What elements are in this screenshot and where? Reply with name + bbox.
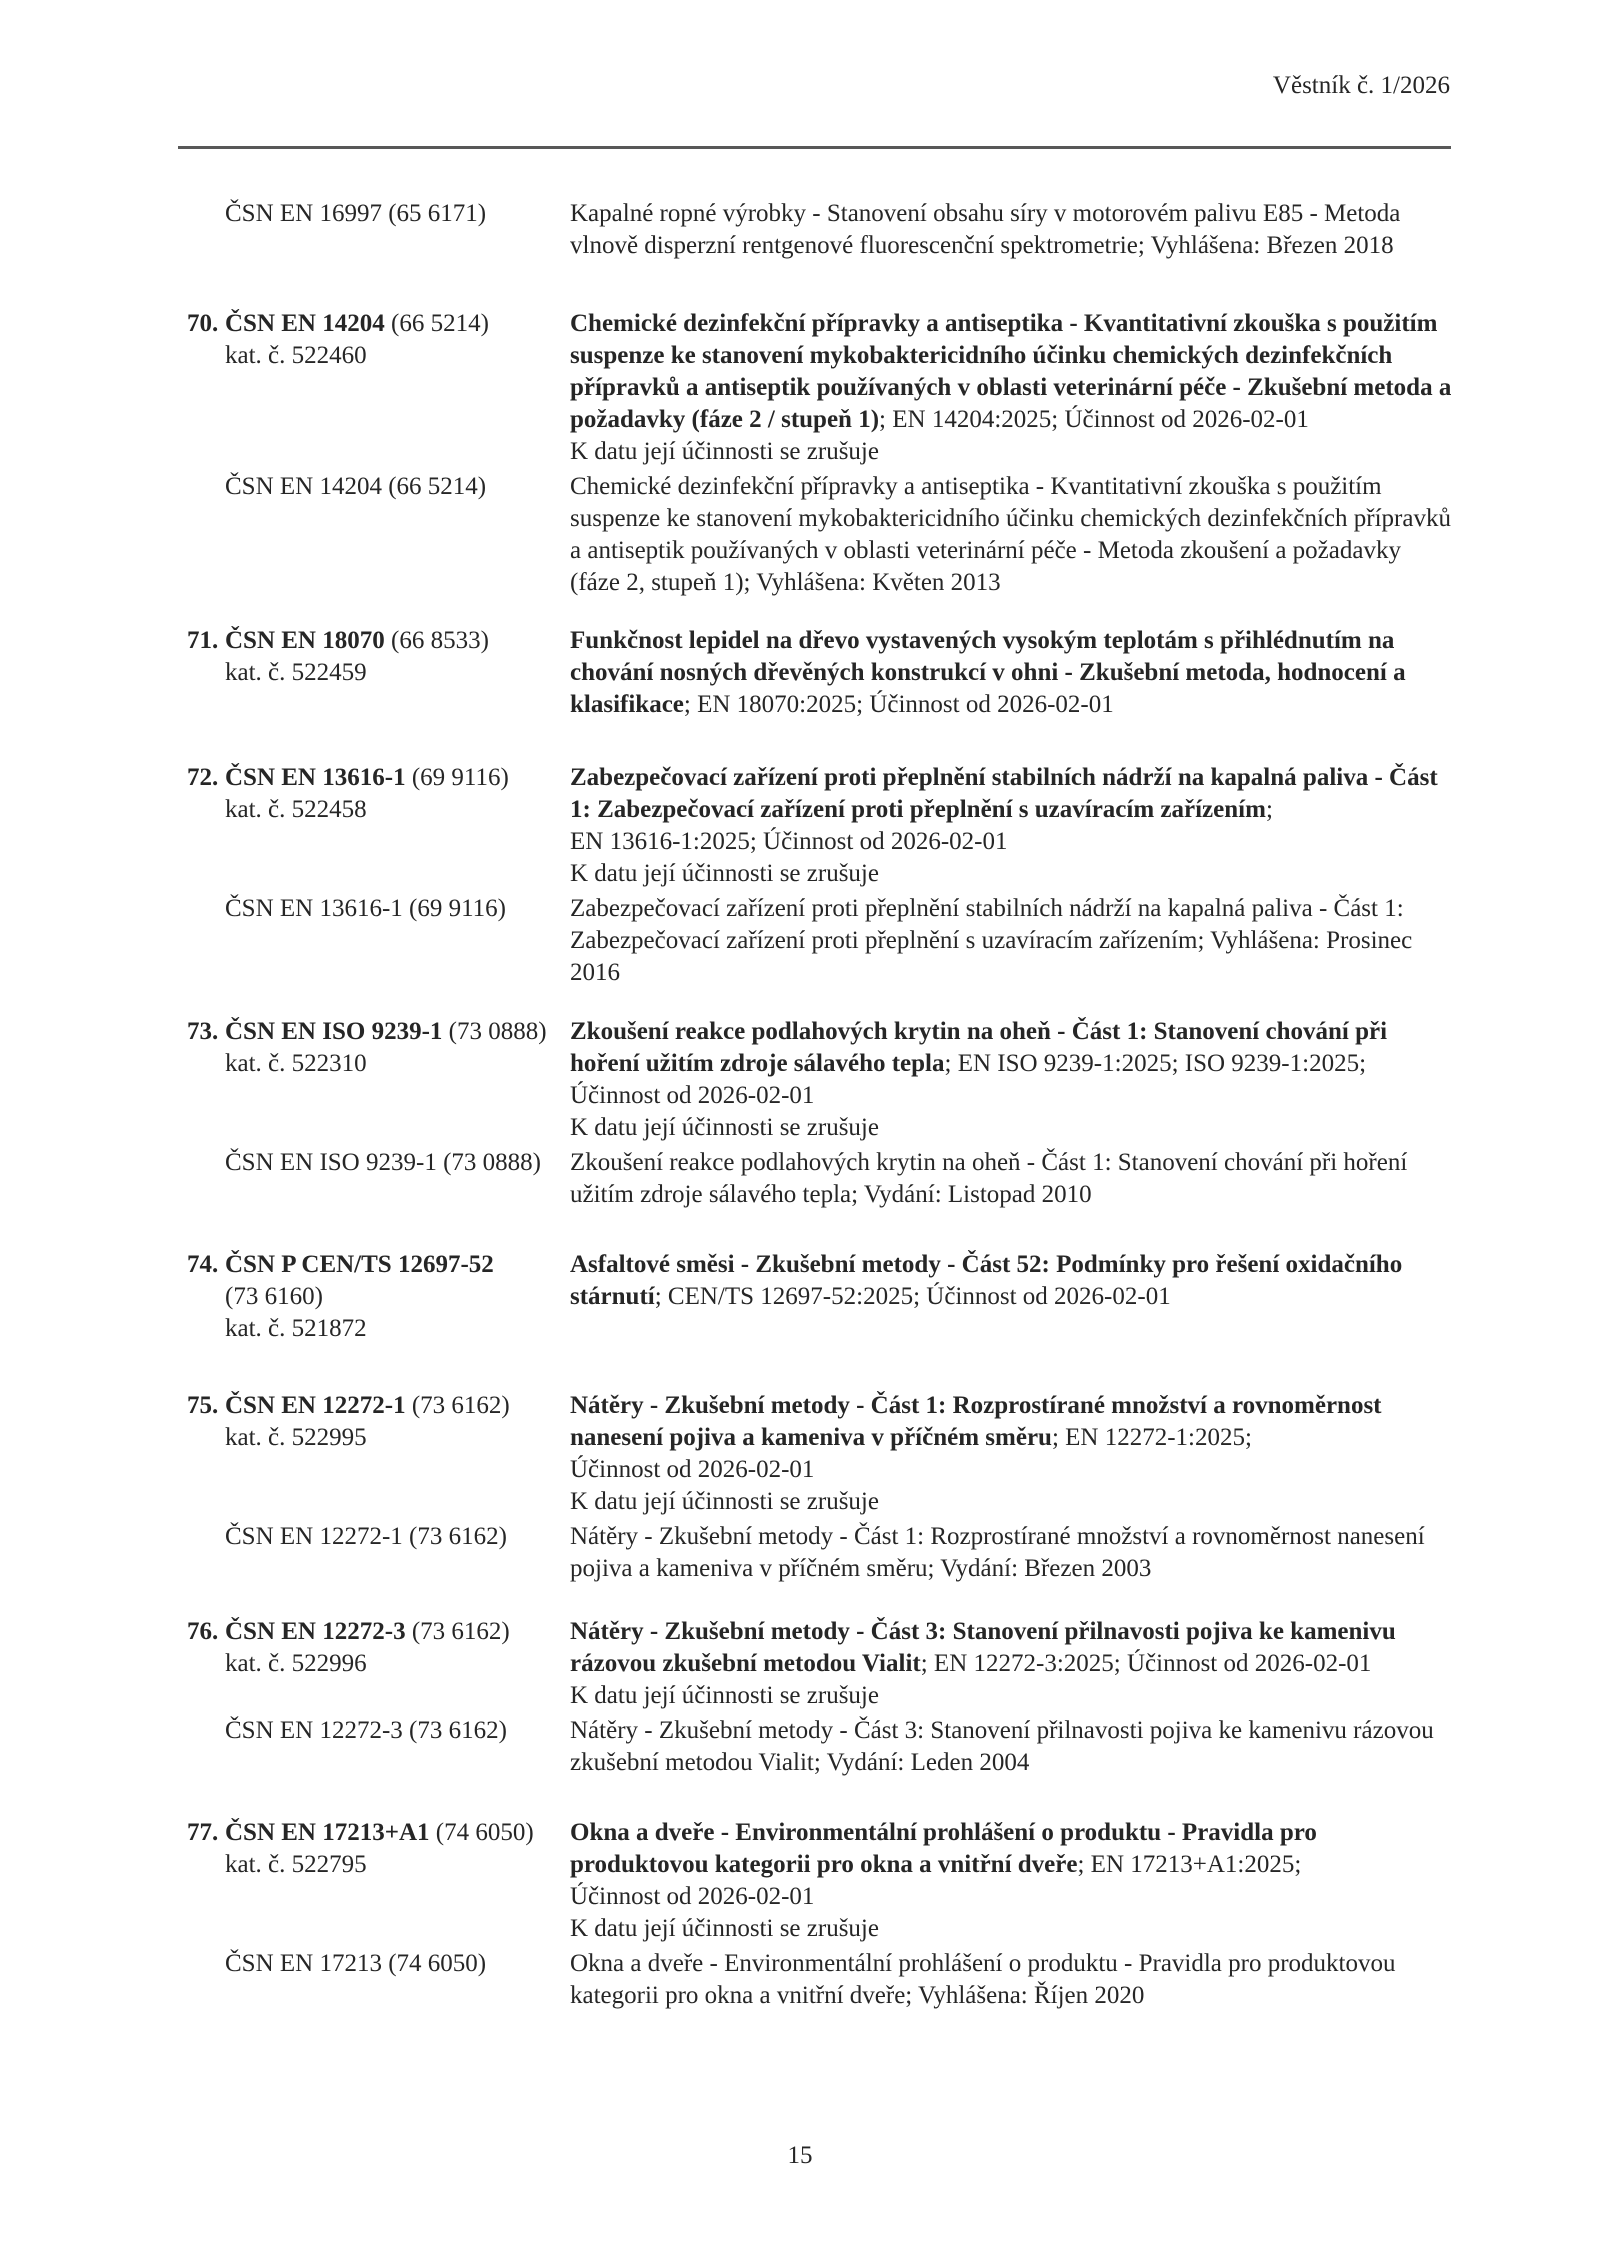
note-line: K datu její účinnosti se zrušuje <box>570 1114 879 1141</box>
replaced-standard-row <box>187 1715 1453 1779</box>
title-rest: ; EN 12272-3:2025; Účinnost od 2026-02-01 <box>920 1650 1372 1677</box>
class-code: (66 8533) <box>391 627 489 654</box>
standard-designation: ČSN EN 17213 (74 6050) <box>225 1950 487 1977</box>
catalog-number: kat. č. 522995 <box>225 1424 367 1451</box>
note-line: K datu její účinnosti se zrušuje <box>570 1915 879 1942</box>
standards-list <box>187 198 1453 2012</box>
title-bold: Asfaltové směsi - Zkušební metody - Část 52: Podmínky pro řešení oxidačního stárnutí <box>570 1251 1403 1310</box>
standard-designation <box>187 1016 570 1048</box>
class-code: (73 6162) <box>411 1392 510 1419</box>
entry-right <box>570 471 1453 599</box>
title-bold: Funkčnost lepidel na dřevo vystavených vysokým teplotám s přihlédnutím na chování nosných dřevěných konstrukcí v ohni - Zkušební metoda, hodnocení a klasifikace <box>570 627 1406 718</box>
title-bold: Chemické dezinfekční přípravky a antiseptika - Kvantitativní zkouška s použitím suspenze ke stanovení mykobaktericidního účinku chemických dezinfekčních přípravků a antiseptik používaných v oblasti veterinární péče - Zkušební metoda a požadavky (fáze 2 / stupeň 1) <box>570 310 1452 433</box>
entry-number: 73. <box>187 1018 219 1045</box>
entry-left <box>187 308 570 372</box>
standard-title <box>570 1016 1453 1080</box>
entry-right <box>570 1016 1453 1144</box>
title-rest: ; EN 14204:2025; Účinnost od 2026-02-01 <box>879 406 1309 433</box>
standard-title <box>570 1817 1453 1881</box>
entry-right <box>570 1147 1453 1211</box>
entry-number: 72. <box>187 764 219 791</box>
entry-right <box>570 625 1453 721</box>
title-rest: ; EN 17213+A1:2025; <box>1077 1851 1302 1878</box>
title-rest: ; CEN/TS 12697-52:2025; Účinnost od 2026-02-01 <box>654 1283 1171 1310</box>
replaced-standard-row <box>187 1521 1453 1585</box>
entry-left <box>187 762 570 826</box>
catalog-number: kat. č. 522458 <box>225 796 367 823</box>
title-bold: Zkoušení reakce podlahových krytin na oheň - Část 1: Stanovení chování při hoření užitím zdroje sálavého tepla <box>570 1018 1388 1077</box>
entry-72 <box>187 762 1453 989</box>
title-bold: Nátěry - Zkušební metody - Část 1: Rozprostírané množství a rovnoměrnost nanesení pojiva a kameniva v příčném směru <box>570 1392 1382 1451</box>
standard-designation <box>187 1616 570 1648</box>
standard-description: Zabezpečovací zařízení proti přeplnění stabilních nádrží na kapalná paliva - Část 1: Zabezpečovací zařízení proti přeplnění s uzavíracím zařízením; Vyhlášena: Prosinec 2016 <box>570 895 1413 986</box>
standard-designation <box>187 1249 570 1281</box>
standard-description: Okna a dveře - Environmentální prohlášení o produktu - Pravidla pro produktovou kategorii pro okna a vnitřní dveře; Vyhlášena: Říjen 2020 <box>570 1950 1396 2009</box>
title-rest: ; EN 18070:2025; Účinnost od 2026-02-01 <box>683 691 1114 718</box>
entry-right <box>570 762 1453 890</box>
catalog-number: kat. č. 522459 <box>225 659 367 686</box>
entry-main-row <box>187 625 1453 721</box>
class-code: (73 6160) <box>225 1283 323 1310</box>
standard-title <box>570 1390 1453 1454</box>
title-bold: Zabezpečovací zařízení proti přeplnění stabilních nádrží na kapalná paliva - Část 1: Zabezpečovací zařízení proti přeplnění s uzavíracím zařízením <box>570 764 1438 823</box>
standard-description: Chemické dezinfekční přípravky a antiseptika - Kvantitativní zkouška s použitím suspenze ke stanovení mykobaktericidního účinku chemických dezinfekčních přípravků a antiseptik používaných v oblasti veterinární péče - Metoda zkoušení a požadavky (fáze 2, stupeň 1); Vyhlášena: Květen 2013 <box>570 473 1451 596</box>
title-rest: ; EN 12272-1:2025; <box>1051 1424 1252 1451</box>
catalog-number: kat. č. 522795 <box>225 1851 367 1878</box>
entry-number: 74. <box>187 1251 219 1278</box>
standard-title <box>570 1249 1453 1313</box>
title-bold: Okna a dveře - Environmentální prohlášení o produktu - Pravidla pro produktovou kategorii pro okna a vnitřní dveře <box>570 1819 1317 1878</box>
replaced-standard-row <box>187 198 1453 262</box>
replaced-standard-row <box>187 1948 1453 2012</box>
entry-main-row <box>187 1390 1453 1518</box>
note-line: K datu její účinnosti se zrušuje <box>570 1682 879 1709</box>
title-rest: ; EN ISO 9239-1:2025; ISO 9239-1:2025; <box>944 1050 1367 1077</box>
entry-left <box>187 1616 570 1680</box>
standard-designation: ČSN EN ISO 9239-1 (73 0888) <box>225 1149 541 1176</box>
page-number: 15 <box>787 2142 813 2169</box>
class-code: (73 0888) <box>448 1018 547 1045</box>
class-code: (73 6162) <box>411 1618 510 1645</box>
entry-number: 77. <box>187 1819 219 1846</box>
entry-left <box>187 625 570 689</box>
note-line: K datu její účinnosti se zrušuje <box>570 1488 879 1515</box>
class-code: (69 9116) <box>411 764 509 791</box>
entry-number: 70. <box>187 310 219 337</box>
designation-text: ČSN EN 12272-3 <box>225 1618 406 1645</box>
entry-right <box>570 1817 1453 1945</box>
entry-70 <box>187 308 1453 599</box>
meta-line: Účinnost od 2026-02-01 <box>570 1082 815 1109</box>
standard-designation: ČSN EN 12272-1 (73 6162) <box>225 1523 507 1550</box>
entry-75 <box>187 1390 1453 1585</box>
note-line: K datu její účinnosti se zrušuje <box>570 860 879 887</box>
entry-main-row <box>187 1249 1453 1345</box>
standard-designation <box>187 308 570 340</box>
entry-left <box>187 1016 570 1080</box>
standard-designation: ČSN EN 14204 (66 5214) <box>225 473 487 500</box>
entry-main-row <box>187 1016 1453 1144</box>
standard-designation <box>187 762 570 794</box>
entry-right <box>570 1249 1453 1313</box>
class-code: (66 5214) <box>391 310 489 337</box>
standard-designation: ČSN EN 12272-3 (73 6162) <box>225 1717 507 1744</box>
standard-designation <box>187 625 570 657</box>
entry-right <box>570 1390 1453 1518</box>
entry-74 <box>187 1249 1453 1345</box>
entry-73 <box>187 1016 1453 1211</box>
standard-designation: ČSN EN 16997 (65 6171) <box>225 200 487 227</box>
designation-text: ČSN EN 14204 <box>225 310 385 337</box>
standard-description: Nátěry - Zkušební metody - Část 1: Rozprostírané množství a rovnoměrnost nanesení pojiva a kameniva v příčném směru; Vydání: Březen 2003 <box>570 1523 1425 1582</box>
entry-77 <box>187 1817 1453 2012</box>
class-code: (74 6050) <box>435 1819 534 1846</box>
standard-description: Zkoušení reakce podlahových krytin na oheň - Část 1: Stanovení chování při hoření užitím zdroje sálavého tepla; Vydání: Listopad 2010 <box>570 1149 1408 1208</box>
replaced-standard-row <box>187 1147 1453 1211</box>
catalog-number: kat. č. 522460 <box>225 342 367 369</box>
entry-71 <box>187 625 1453 721</box>
standard-designation <box>187 1390 570 1422</box>
standard-title <box>570 762 1453 826</box>
title-bold: Nátěry - Zkušební metody - Část 3: Stanovení přilnavosti pojiva ke kamenivu rázovou zkušební metodou Vialit <box>570 1618 1396 1677</box>
entry-right <box>570 1521 1453 1585</box>
designation-text: ČSN EN 17213+A1 <box>225 1819 430 1846</box>
entry-right <box>570 1948 1453 2012</box>
catalog-number: kat. č. 522310 <box>225 1050 367 1077</box>
entry-main-row <box>187 762 1453 890</box>
standard-title <box>570 308 1453 436</box>
entry-number: 71. <box>187 627 219 654</box>
meta-line: EN 13616-1:2025; Účinnost od 2026-02-01 <box>570 828 1008 855</box>
designation-text: ČSN EN 13616-1 <box>225 764 406 791</box>
entry-right <box>570 198 1453 262</box>
note-line: K datu její účinnosti se zrušuje <box>570 438 879 465</box>
designation-text: ČSN EN ISO 9239-1 <box>225 1018 443 1045</box>
header-issue-label: Věstník č. 1/2026 <box>1272 72 1450 99</box>
standard-title <box>570 625 1453 721</box>
designation-text: ČSN P CEN/TS 12697-52 <box>225 1251 494 1278</box>
standard-designation: ČSN EN 13616-1 (69 9116) <box>225 895 507 922</box>
meta-line: Účinnost od 2026-02-01 <box>570 1883 815 1910</box>
standard-title <box>570 1616 1453 1680</box>
entry-main-row <box>187 1616 1453 1712</box>
entry-intro <box>187 198 1453 262</box>
replaced-standard-row <box>187 893 1453 989</box>
replaced-standard-row <box>187 471 1453 599</box>
standard-designation <box>187 1817 570 1849</box>
entry-right <box>570 1715 1453 1779</box>
title-rest: ; <box>1265 796 1273 823</box>
designation-text: ČSN EN 12272-1 <box>225 1392 406 1419</box>
entry-left <box>187 1249 570 1345</box>
meta-line: Účinnost od 2026-02-01 <box>570 1456 815 1483</box>
standard-description: Kapalné ropné výrobky - Stanovení obsahu síry v motorovém palivu E85 - Metoda vlnově disperzní rentgenové fluorescenční spektrometrie; Vyhlášena: Březen 2018 <box>570 200 1401 259</box>
entry-left <box>187 1817 570 1881</box>
catalog-number: kat. č. 521872 <box>225 1315 367 1342</box>
designation-text: ČSN EN 18070 <box>225 627 385 654</box>
entry-main-row <box>187 1817 1453 1945</box>
entry-right <box>570 1616 1453 1712</box>
entry-number: 76. <box>187 1618 219 1645</box>
standard-description: Nátěry - Zkušební metody - Část 3: Stanovení přilnavosti pojiva ke kamenivu rázovou zkušební metodou Vialit; Vydání: Leden 2004 <box>570 1717 1434 1776</box>
entry-right <box>570 893 1453 989</box>
entry-left <box>187 1390 570 1454</box>
entry-main-row <box>187 308 1453 468</box>
entry-76 <box>187 1616 1453 1779</box>
entry-number: 75. <box>187 1392 219 1419</box>
header-rule <box>178 146 1451 149</box>
entry-right <box>570 308 1453 468</box>
catalog-number: kat. č. 522996 <box>225 1650 367 1677</box>
